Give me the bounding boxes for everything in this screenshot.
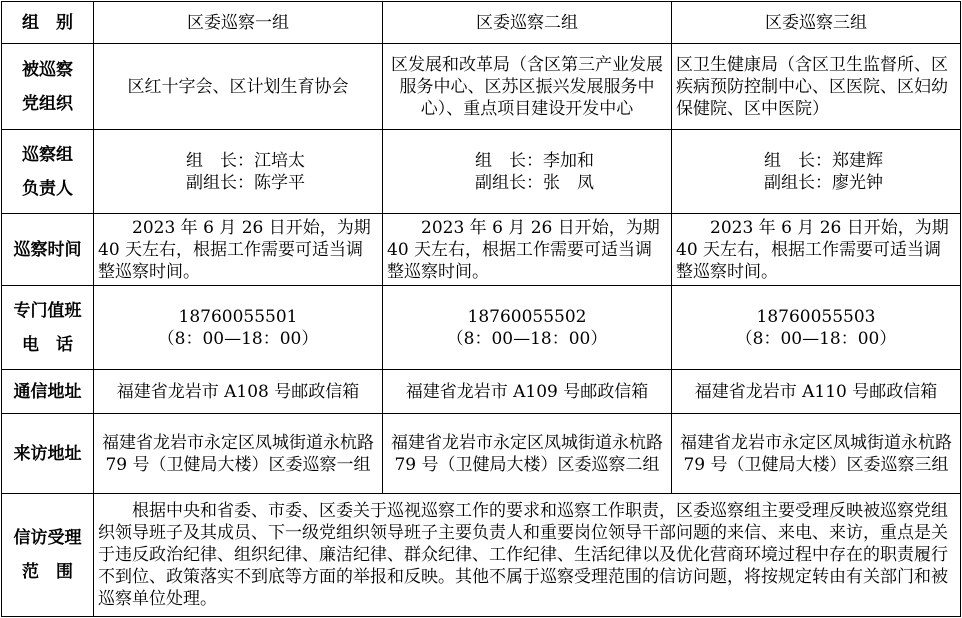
group-1-hotline [94,286,383,370]
visit-address-row [2,414,961,494]
group-1-header: 区委巡察一组 [94,2,383,44]
mail-address-row [2,370,961,414]
row-label-visit-address: 来访地址 [2,414,94,494]
group-3-leaders [672,130,961,214]
inspected-orgs-row [2,44,961,130]
group-3-mail-address: 福建省龙岩市 A110 号邮政信箱 [672,370,961,414]
group-3-period: 2023 年 6 月 26 日开始，为期 40 天左右，根据工作需要可适当调整巡察时间。 [672,214,961,286]
group-2-phone: 18760055502 [467,306,587,327]
group-2-leaders [383,130,672,214]
group-3-hotline [672,286,961,370]
group-1-visit-address: 福建省龙岩市永定区凤城街道永杭路 79 号（卫健局大楼）区委巡察一组 [94,414,383,494]
row-label-scope-line1: 信访受理 [13,528,82,548]
group-3-header: 区委巡察三组 [672,2,961,44]
period-row [2,214,961,286]
group-2-hours: （8：00—18：00） [446,328,608,349]
row-label-inspected-orgs [2,44,94,130]
group-2-leader: 组 长：李加和 [475,150,594,171]
inspection-info-table [1,1,961,617]
row-label-hotline-line2: 电 话 [22,334,73,355]
row-label-leaders-line1: 巡察组 [22,144,73,165]
group-1-hours: （8：00—18：00） [157,328,319,349]
header-row [2,2,961,44]
row-label-scope-line2: 范 围 [22,562,73,582]
group-1-period: 2023 年 6 月 26 日开始，为期 40 天左右，根据工作需要可适当调整巡察时间。 [94,214,383,286]
group-3-hours: （8：00—18：00） [735,328,897,349]
group-1-leaders [94,130,383,214]
group-1-phone: 18760055501 [178,306,298,327]
hotline-row [2,286,961,370]
group-1-inspected-orgs: 区红十字会、区计划生育协会 [94,44,383,130]
group-2-header: 区委巡察二组 [383,2,672,44]
row-label-hotline [2,286,94,370]
group-3-inspected-orgs: 区卫生健康局（含区卫生监督所、区疾病预防控制中心、区医院、区妇幼保健院、区中医院） [672,44,961,130]
group-2-visit-address: 福建省龙岩市永定区凤城街道永杭路 79 号（卫健局大楼）区委巡察二组 [383,414,672,494]
row-label-inspected-orgs-line1: 被巡察 [22,59,73,80]
group-1-deputy: 副组长：陈学平 [186,172,305,193]
group-3-visit-address: 福建省龙岩市永定区凤城街道永杭路 79 号（卫健局大楼）区委巡察三组 [672,414,961,494]
scope-row [2,494,961,617]
row-label-scope [2,494,94,617]
leaders-row [2,130,961,214]
group-2-mail-address: 福建省龙岩市 A109 号邮政信箱 [383,370,672,414]
group-2-deputy: 副组长：张 凤 [475,172,594,193]
group-2-period: 2023 年 6 月 26 日开始，为期 40 天左右，根据工作需要可适当调整巡察时间。 [383,214,672,286]
group-3-phone: 18760055503 [756,306,876,327]
group-1-mail-address: 福建省龙岩市 A108 号邮政信箱 [94,370,383,414]
group-1-leader: 组 长：江培太 [186,150,305,171]
row-label-group: 组 别 [2,2,94,44]
row-label-hotline-line1: 专门值班 [13,300,82,321]
row-label-leaders-line2: 负责人 [22,178,73,199]
row-label-leaders [2,130,94,214]
scope-text: 根据中央和省委、市委、区委关于巡视巡察工作的要求和巡察工作职责，区委巡察组主要受理反映被巡察党组织领导班子及其成员、下一级党组织领导班子主要负责人和重要岗位领导干部问题的来信、来电、来访，重点是关于违反政治纪律、组织纪律、廉洁纪律、群众纪律、工作纪律、生活纪律以及优化营商环境过程中存在的职责履行不到位、政策落实不到底等方面的举报和反映。其他不属于巡察受理范围的信访问题，将按规定转由有关部门和被巡察单位处理。 [94,494,961,617]
row-label-inspected-orgs-line2: 党组织 [22,93,73,114]
group-3-deputy: 副组长：廖光钟 [764,172,883,193]
group-3-leader: 组 长：郑建辉 [764,150,883,171]
group-2-hotline [383,286,672,370]
row-label-period: 巡察时间 [2,214,94,286]
row-label-mail-address: 通信地址 [2,370,94,414]
group-2-inspected-orgs: 区发展和改革局（含区第三产业发展服务中心、区苏区振兴发展服务中心）、重点项目建设开发中心 [383,44,672,130]
